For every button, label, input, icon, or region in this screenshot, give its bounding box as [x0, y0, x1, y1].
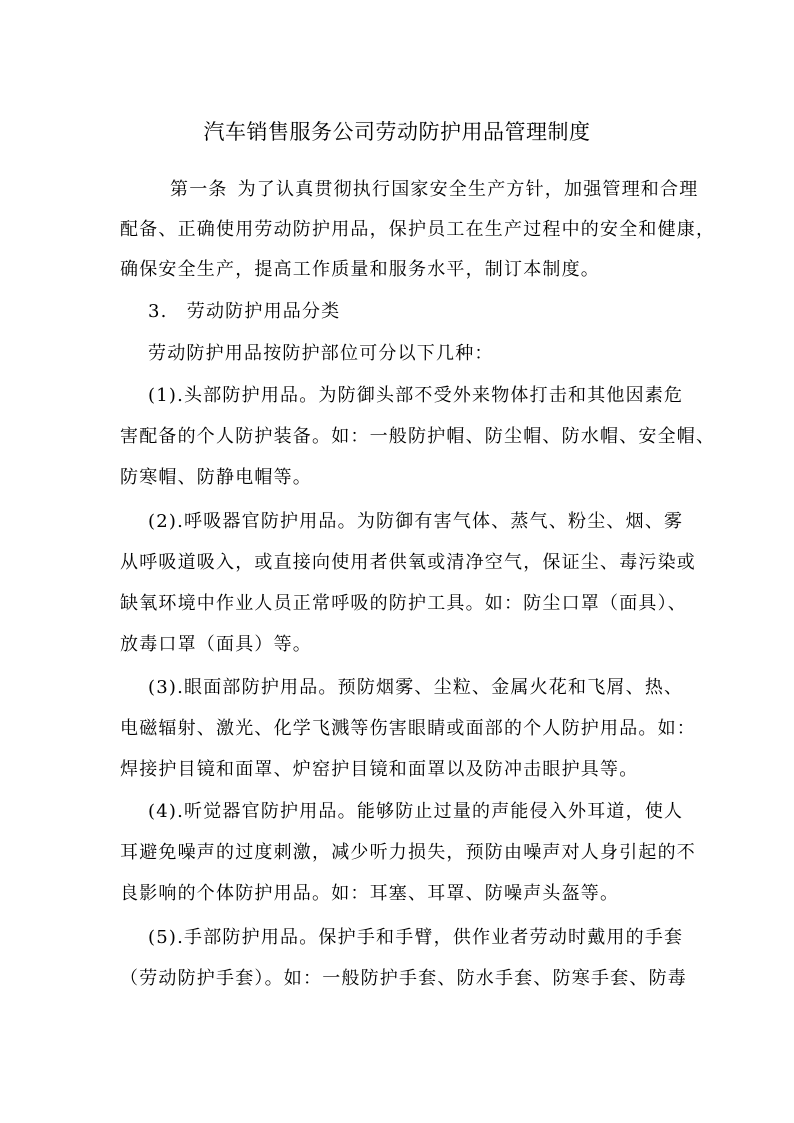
article1-line1: 为了认真贯彻执行国家安全生产方针，加强管理和合理 — [237, 179, 699, 200]
item2-line4: 放毒口罩（面具）等。 — [120, 634, 312, 655]
item2-line3: 缺氧环境中作业人员正常呼吸的防护工具。如：防尘口罩（面具）、 — [120, 593, 687, 614]
article1-line3: 确保安全生产，提高工作质量和服务水平，制订本制度。 — [120, 259, 600, 280]
item3-line2: 电磁辐射、激光、化学飞溅等伤害眼睛或面部的个人防护用品。如： — [120, 718, 696, 739]
item3-line1: (3).眼面部防护用品。预防烟雾、尘粒、金属火花和飞屑、热、 — [148, 677, 684, 698]
item1-line1: (1).头部防护用品。为防御头部不受外来物体打击和其他因素危 — [148, 385, 684, 406]
article1-line2: 配备、正确使用劳动防护用品，保护员工在生产过程中的安全和健康， — [120, 219, 716, 240]
item5-line1: (5).手部防护用品。保护手和手臂，供作业者劳动时戴用的手套 — [148, 927, 684, 948]
section3-heading: 3. 劳动防护用品分类 — [148, 301, 341, 322]
item1-line2: 害配备的个人防护装备。如：一般防护帽、防尘帽、防水帽、安全帽、 — [120, 426, 716, 447]
document-title: 汽车销售服务公司劳动防护用品管理制度 — [203, 120, 591, 144]
section3-intro: 劳动防护用品按防护部位可分以下几种： — [148, 343, 494, 364]
item2-line2: 从呼吸道吸入，或直接向使用者供氧或清净空气，保证尘、毒污染或 — [120, 552, 696, 573]
item1-line3: 防寒帽、防静电帽等。 — [120, 467, 312, 488]
item5-line2: （劳动防护手套）。如：一般防护手套、防水手套、防寒手套、防毒 — [120, 968, 687, 989]
item4-line2: 耳避免噪声的过度刺激，减少听力损失，预防由噪声对人身引起的不 — [120, 842, 696, 863]
item4-line1: (4).听觉器官防护用品。能够防止过量的声能侵入外耳道，使人 — [148, 801, 684, 822]
article1-first-line — [170, 178, 699, 202]
item4-line3: 良影响的个体防护用品。如：耳塞、耳罩、防噪声头盔等。 — [120, 883, 620, 904]
item2-line1: (2).呼吸器官防护用品。为防御有害气体、蒸气、粉尘、烟、雾 — [148, 511, 684, 532]
item3-line3: 焊接护目镜和面罩、炉窑护目镜和面罩以及防冲击眼护具等。 — [120, 759, 639, 780]
article1-label: 第一条 — [170, 179, 228, 200]
